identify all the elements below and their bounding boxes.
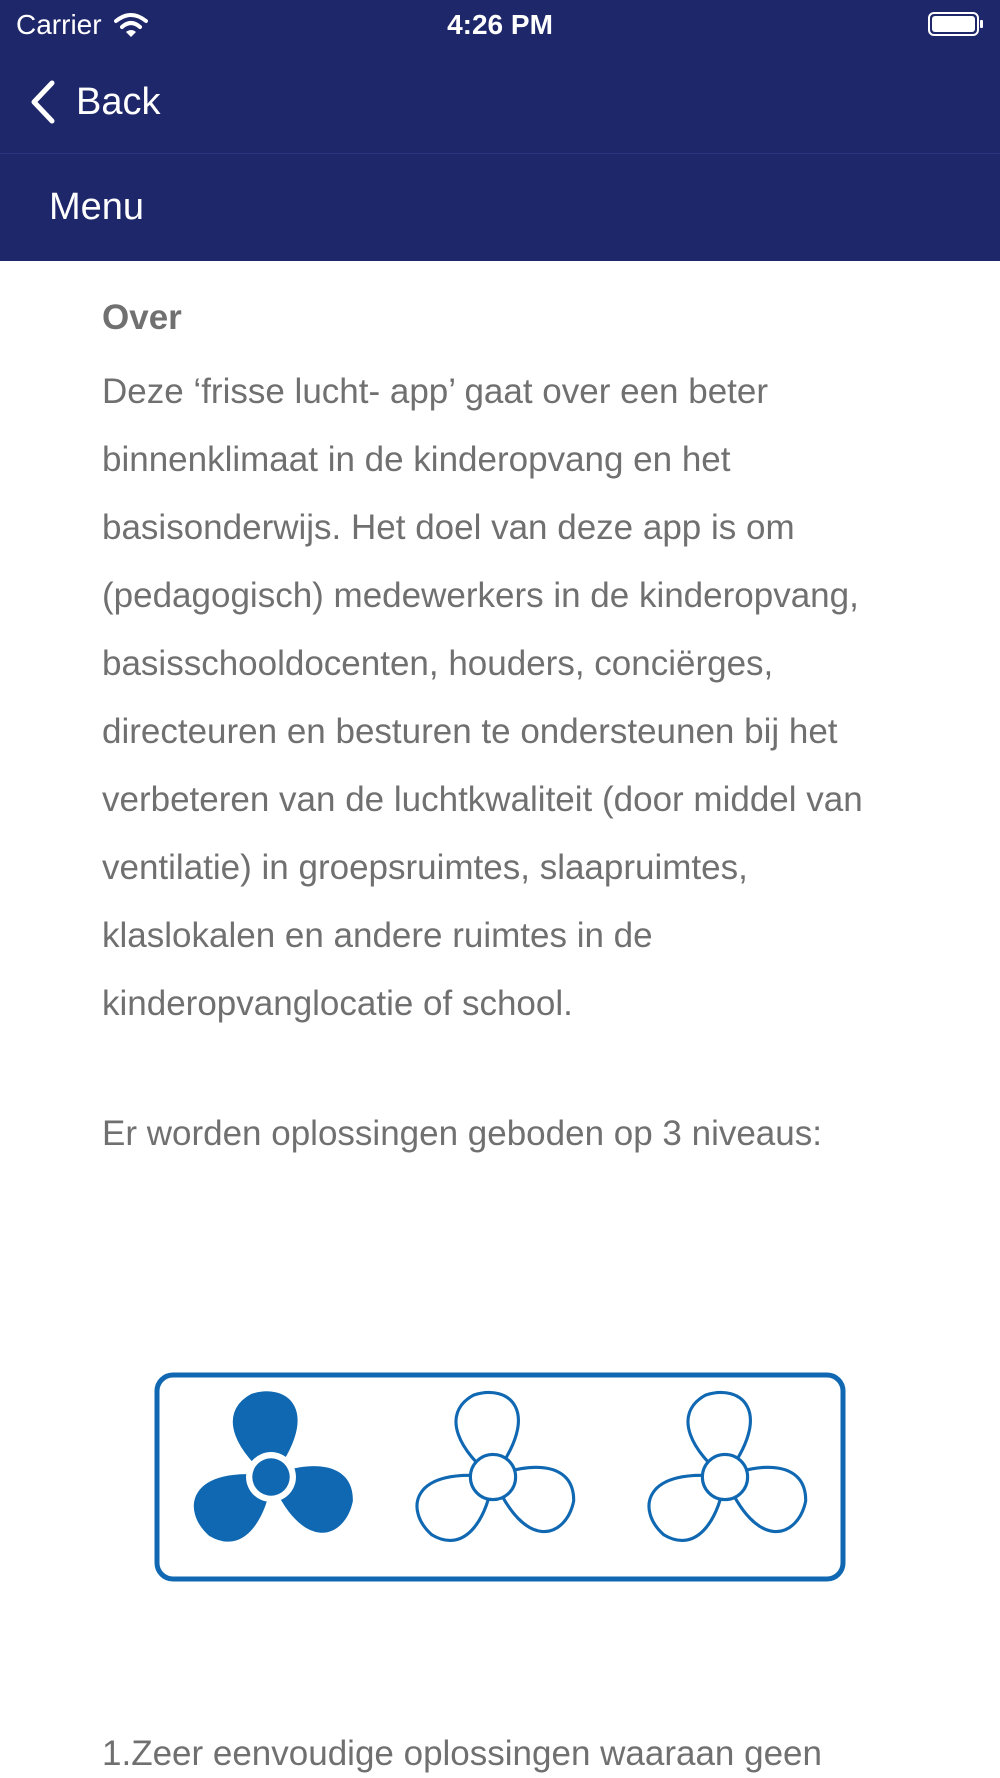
menu-button[interactable]: Menu [49,186,145,228]
fan-icon [407,1392,585,1551]
fan-icon [639,1392,817,1551]
carrier-label: Carrier [16,9,102,40]
page-title: Over [102,298,182,337]
status-time: 4:26 PM [447,9,553,40]
back-button[interactable] [28,78,160,126]
menu-bar [0,155,1000,261]
level-1-text: 1.Zeer eenvoudige oplossingen waaraan geen [102,1734,822,1773]
status-bar [0,0,1000,50]
app-header [0,0,1000,261]
fan-icon [185,1392,363,1551]
navigation-bar [0,50,1000,154]
ventilation-level-image [154,1372,846,1582]
back-label: Back [76,81,161,123]
battery-icon [928,12,984,36]
chevron-left-icon [28,79,58,125]
about-paragraph: Deze ‘frisse lucht- app’ gaat over een beter binnenklimaat in de kinderopvang en het basisonderwijs. Het doel van deze app is om (pedagogisch) medewerkers in de kinderopvang, basisschooldocenten, houders, conciërges, directeuren en besturen te ondersteunen bij het verbeteren van de luchtkwaliteit (door middel van ventilatie) in groepsruimtes, slaapruimtes, klaslokalen en andere ruimtes in de kinderopvanglocatie of school. [102,372,863,1023]
levels-intro-text: Er worden oplossingen geboden op 3 niveaus: [102,1114,822,1153]
about-content [102,290,902,1168]
